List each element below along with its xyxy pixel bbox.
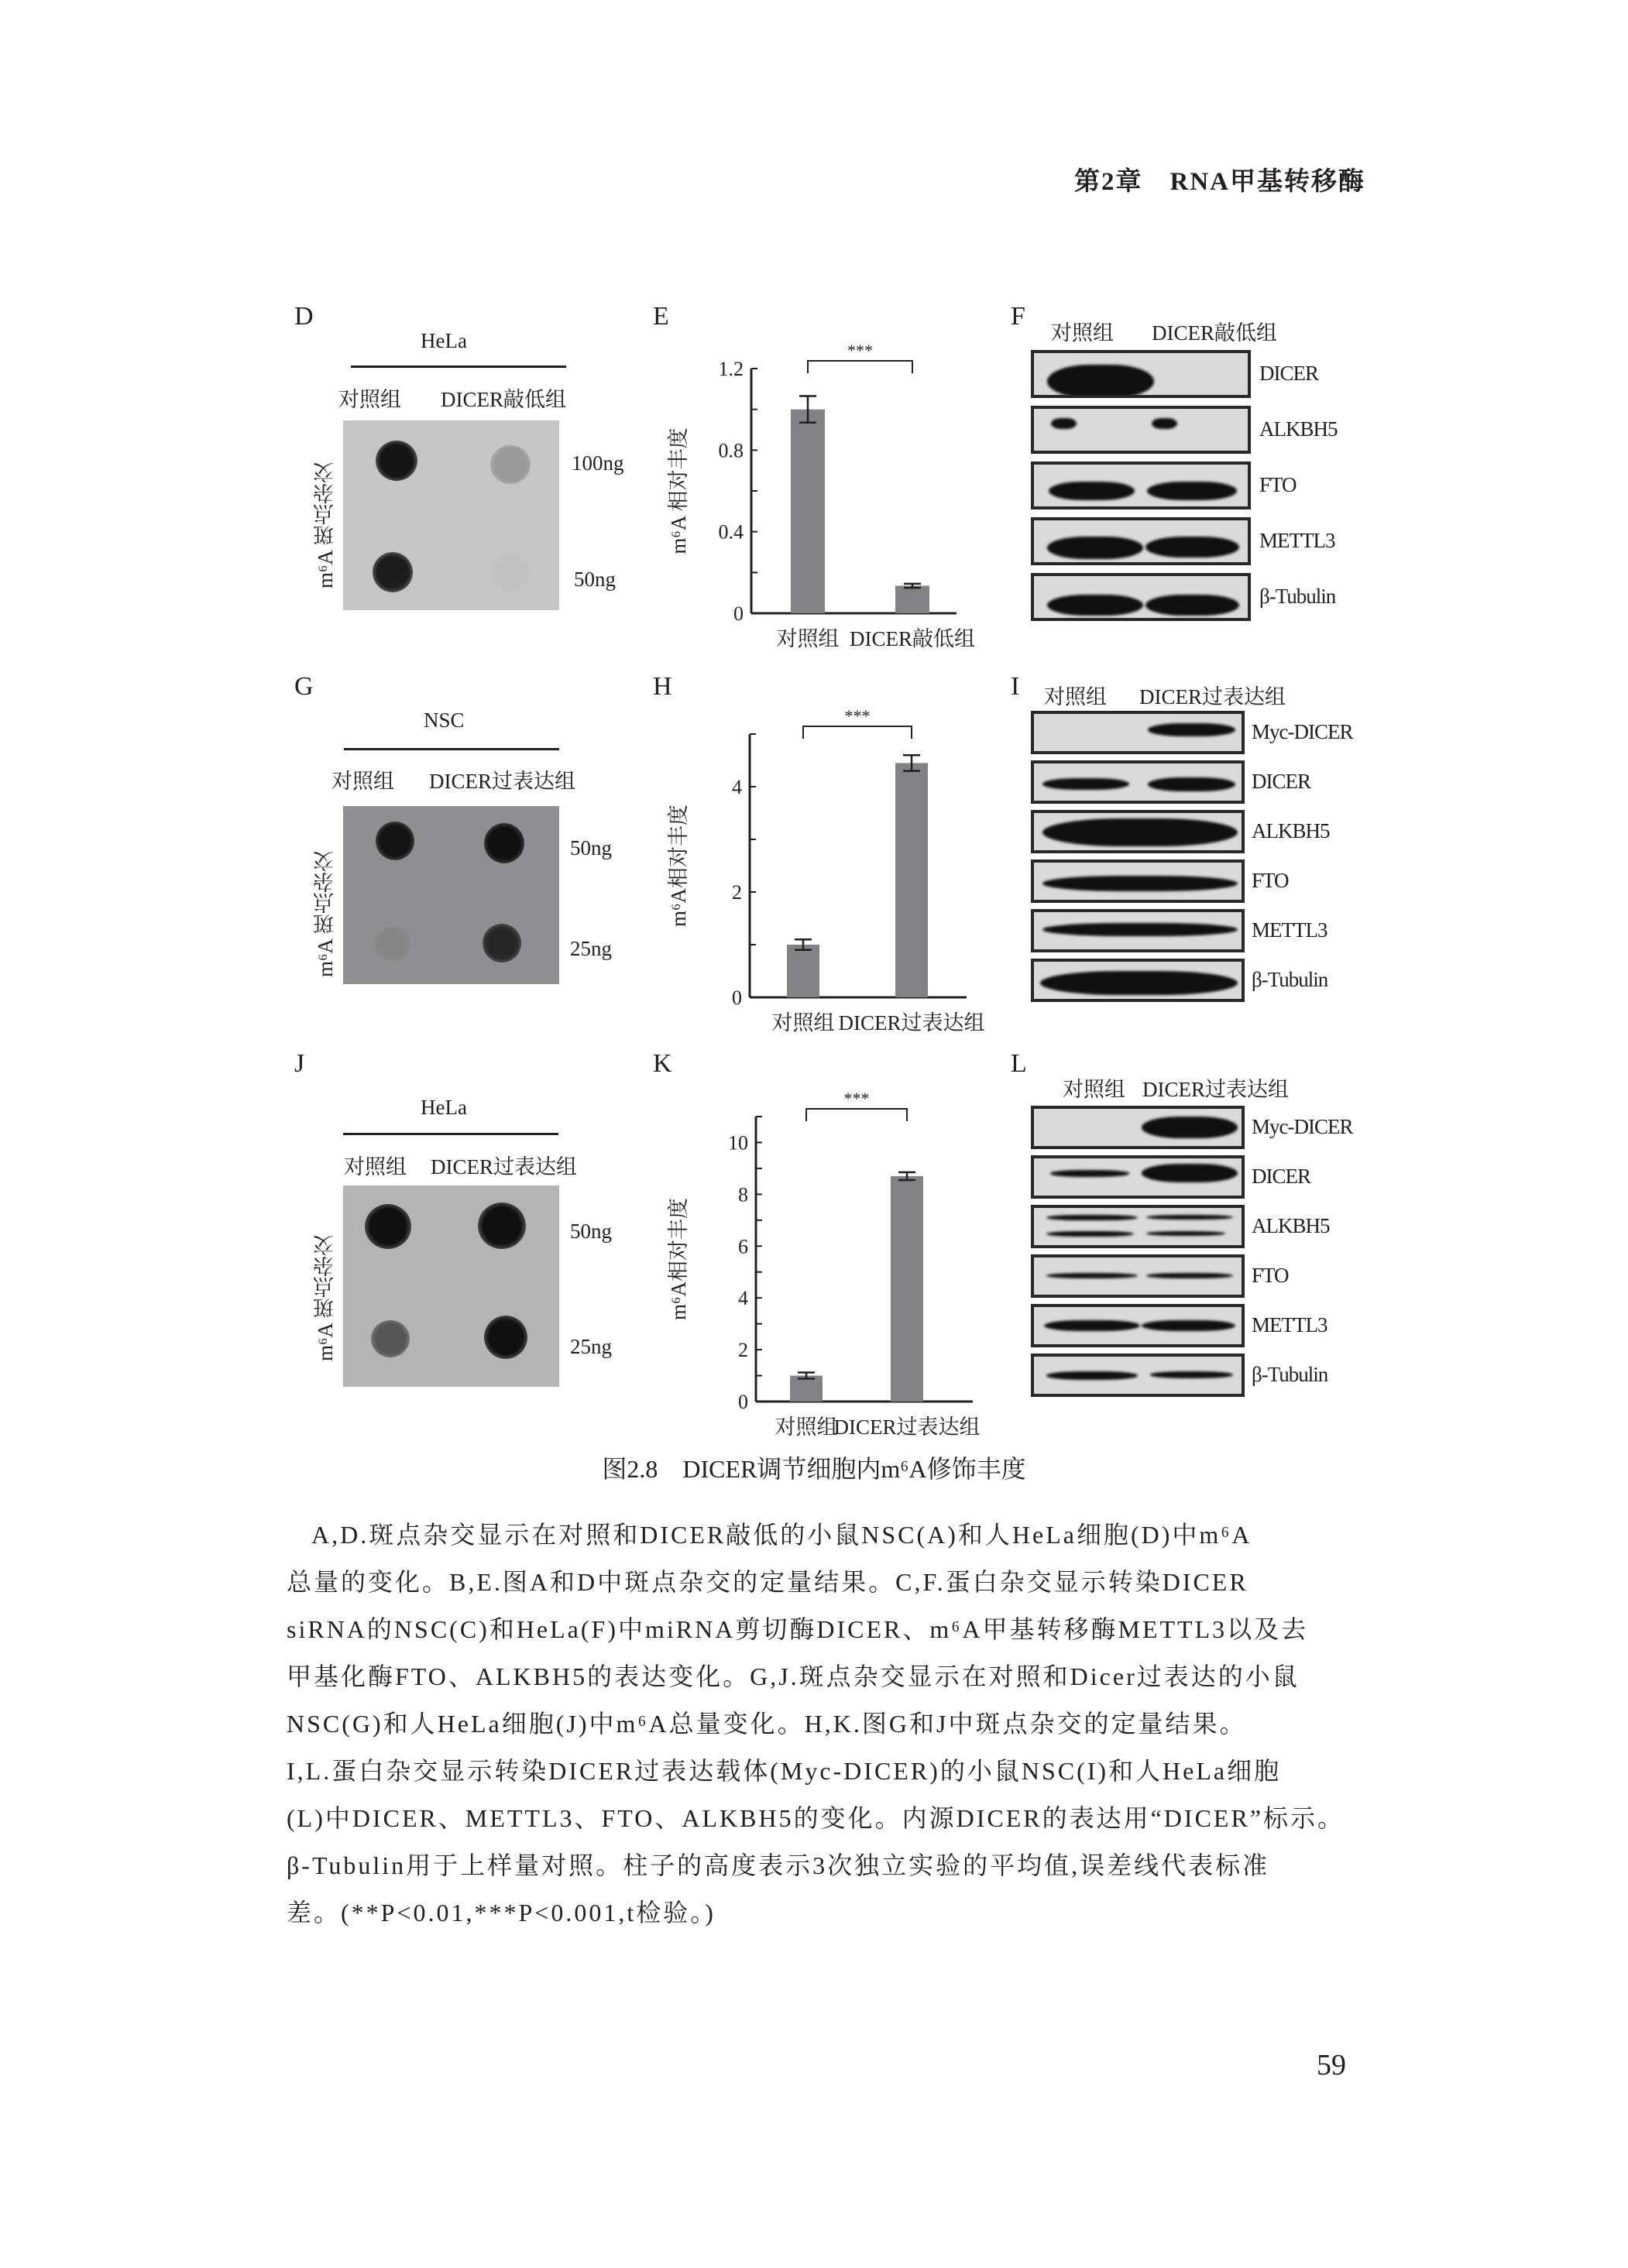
significance-bracket bbox=[806, 1109, 907, 1121]
legend-line: siRNA的NSC(C)和HeLa(F)中miRNA剪切酶DICER、m⁶A甲基转移酶METTL3以及去 bbox=[287, 1615, 1309, 1643]
protein-band bbox=[1046, 1371, 1138, 1380]
blot-strip bbox=[1031, 406, 1251, 454]
blot-strip bbox=[1031, 959, 1245, 1002]
protein-band bbox=[1047, 537, 1143, 560]
blot-strip bbox=[1031, 1106, 1245, 1149]
blot-strip bbox=[1031, 860, 1245, 903]
x-tick-label: DICER敲低组 bbox=[850, 627, 975, 650]
panel-letter-f: F bbox=[1011, 302, 1025, 331]
y-tick-label: 0 bbox=[733, 602, 744, 625]
blot-strip bbox=[1031, 909, 1245, 952]
blot-row-label: Myc-DICER bbox=[1252, 720, 1353, 743]
dot-spot bbox=[376, 441, 417, 481]
y-tick-label: 2 bbox=[732, 881, 742, 904]
dot-spot bbox=[484, 1316, 527, 1359]
blot-strip bbox=[1031, 1354, 1245, 1397]
protein-band bbox=[1049, 482, 1134, 500]
group-label-knockdown: DICER敲低组 bbox=[441, 388, 566, 411]
x-tick-label: DICER过表达组 bbox=[833, 1415, 981, 1439]
protein-band bbox=[1042, 876, 1238, 891]
protein-band bbox=[1142, 1320, 1235, 1331]
dot-spot bbox=[478, 1203, 526, 1249]
amount-label: 50ng bbox=[570, 836, 612, 860]
y-tick-label: 0.4 bbox=[718, 520, 744, 544]
bar bbox=[791, 410, 825, 613]
y-tick-label: 8 bbox=[738, 1183, 748, 1206]
protein-band bbox=[1148, 723, 1235, 736]
panel-letter-h: H bbox=[653, 672, 672, 701]
protein-band bbox=[1148, 777, 1235, 791]
panel-letter-k: K bbox=[653, 1049, 672, 1078]
blot-row-label: DICER bbox=[1252, 770, 1310, 793]
group-label-overexpression: DICER过表达组 bbox=[431, 1155, 577, 1179]
panel-letter-g: G bbox=[294, 672, 314, 701]
amount-label: 50ng bbox=[570, 1220, 612, 1243]
blot-row-label: METTL3 bbox=[1252, 918, 1327, 942]
y-axis-label: m⁶A 相对丰度 bbox=[667, 427, 690, 554]
blot-row-label: ALKBH5 bbox=[1252, 1214, 1330, 1237]
cell-line-label: HeLa bbox=[421, 329, 467, 352]
blot-group-control: 对照组 bbox=[1051, 321, 1114, 345]
blot-row-label: FTO bbox=[1252, 869, 1289, 892]
group-bracket-line bbox=[343, 1133, 558, 1135]
protein-band bbox=[1046, 1231, 1134, 1237]
bar-chart-h bbox=[666, 689, 999, 1038]
blot-row-label: Myc-DICER bbox=[1252, 1115, 1353, 1138]
protein-band bbox=[1145, 537, 1239, 558]
dot-spot bbox=[483, 924, 521, 962]
x-tick-label: DICER过表达组 bbox=[838, 1011, 985, 1034]
dot-spot bbox=[374, 927, 411, 961]
protein-band bbox=[1047, 595, 1143, 616]
blot-group-control: 对照组 bbox=[1063, 1078, 1125, 1101]
panel-letter-e: E bbox=[653, 302, 669, 331]
protein-band bbox=[1051, 418, 1077, 429]
figure-legend bbox=[287, 1511, 1367, 1937]
y-axis-label: m⁶A相对丰度 bbox=[667, 805, 690, 927]
dot-spot bbox=[490, 554, 529, 592]
y-tick-label: 4 bbox=[732, 776, 742, 798]
legend-line: β-Tubulin用于上样量对照。柱子的高度表示3次独立实验的平均值,误差线代表标准 bbox=[287, 1851, 1270, 1879]
bar-chart-e bbox=[666, 325, 991, 666]
protein-band bbox=[1040, 971, 1238, 995]
y-tick-label: 6 bbox=[738, 1235, 748, 1258]
amount-label: 100ng bbox=[572, 451, 624, 475]
significance-bracket bbox=[808, 361, 912, 373]
blot-row-label: METTL3 bbox=[1252, 1313, 1327, 1336]
protein-band bbox=[1142, 1164, 1237, 1182]
blot-row-label: DICER bbox=[1252, 1165, 1310, 1188]
y-tick-label: 0 bbox=[738, 1391, 748, 1413]
amount-label: 25ng bbox=[570, 937, 612, 960]
group-label-control: 对照组 bbox=[344, 1155, 407, 1179]
protein-band bbox=[1146, 1215, 1234, 1220]
protein-band bbox=[1142, 1117, 1237, 1139]
protein-band bbox=[1044, 1320, 1139, 1331]
dot-spot bbox=[484, 823, 524, 863]
blot-group-knockdown: DICER敲低组 bbox=[1152, 321, 1277, 345]
figure-title: 图2.8 DICER调节细胞内m⁶A修饰丰度 bbox=[602, 1455, 1026, 1483]
blot-strip bbox=[1031, 517, 1251, 565]
x-tick-label: 对照组 bbox=[775, 1415, 838, 1439]
dot-blot-ylabel: m⁶A 斑点杂交 bbox=[314, 850, 337, 977]
protein-band bbox=[1046, 1215, 1138, 1221]
blot-row-label: FTO bbox=[1259, 473, 1297, 496]
blot-strip bbox=[1031, 1254, 1245, 1298]
significance-label: *** bbox=[844, 706, 871, 726]
running-header: 第2章 RNA甲基转移酶 bbox=[1074, 168, 1365, 196]
legend-line: NSC(G)和人HeLa细胞(J)中m⁶A总量变化。H,K.图G和J中斑点杂交的定量结果。 bbox=[287, 1710, 1247, 1738]
page-number: 59 bbox=[1317, 2049, 1346, 2081]
bar-chart-k bbox=[666, 1084, 999, 1448]
amount-label: 25ng bbox=[570, 1335, 612, 1358]
panel-letter-l: L bbox=[1011, 1049, 1027, 1078]
panel-letter-i: I bbox=[1011, 672, 1020, 701]
dot-blot-membrane bbox=[343, 420, 559, 610]
dot-spot bbox=[365, 1204, 411, 1249]
y-tick-label: 4 bbox=[738, 1287, 748, 1310]
significance-label: *** bbox=[847, 341, 873, 360]
protein-band bbox=[1152, 418, 1177, 429]
dot-spot bbox=[376, 822, 414, 860]
y-axis-label: m⁶A相对丰度 bbox=[667, 1198, 690, 1320]
legend-line: 差。(**P<0.01,***P<0.001,t检验。) bbox=[287, 1899, 716, 1927]
blot-strip bbox=[1031, 760, 1245, 804]
significance-bracket bbox=[803, 726, 912, 739]
blot-row-label: METTL3 bbox=[1259, 529, 1335, 552]
blot-group-overexpression: DICER过表达组 bbox=[1142, 1078, 1289, 1101]
group-label-overexpression: DICER过表达组 bbox=[429, 770, 575, 793]
amount-label: 50ng bbox=[574, 568, 616, 591]
bar bbox=[891, 1176, 923, 1402]
blot-row-label: β-Tubulin bbox=[1252, 1363, 1328, 1386]
protein-band bbox=[1042, 923, 1238, 936]
x-tick-label: 对照组 bbox=[776, 627, 840, 650]
blot-row-label: β-Tubulin bbox=[1252, 968, 1328, 991]
dot-spot bbox=[371, 1320, 410, 1357]
group-bracket-line bbox=[344, 748, 559, 750]
protein-band bbox=[1150, 1371, 1233, 1378]
group-label-control: 对照组 bbox=[331, 770, 394, 793]
protein-band bbox=[1146, 1231, 1225, 1236]
protein-band bbox=[1147, 482, 1237, 500]
protein-band bbox=[1047, 365, 1154, 398]
dot-blot-ylabel: m⁶A 斑点杂交 bbox=[314, 461, 337, 588]
y-tick-label: 10 bbox=[728, 1131, 748, 1155]
protein-band bbox=[1042, 778, 1130, 789]
y-tick-label: 1.2 bbox=[718, 358, 744, 380]
panel-letter-j: J bbox=[294, 1049, 305, 1078]
panel-letter-d: D bbox=[294, 302, 314, 331]
blot-row-label: FTO bbox=[1252, 1264, 1289, 1287]
legend-line: 甲基化酶FTO、ALKBH5的表达变化。G,J.斑点杂交显示在对照和Dicer过表达的小鼠 bbox=[287, 1662, 1300, 1690]
cell-line-label: HeLa bbox=[421, 1096, 467, 1119]
blot-row-label: ALKBH5 bbox=[1259, 417, 1338, 441]
y-tick-label: 2 bbox=[738, 1339, 748, 1362]
protein-band bbox=[1050, 1170, 1129, 1177]
bar bbox=[895, 763, 928, 997]
blot-group-overexpression: DICER过表达组 bbox=[1139, 685, 1286, 709]
protein-band bbox=[1046, 1273, 1138, 1278]
group-bracket-line bbox=[351, 365, 566, 368]
protein-band bbox=[1042, 818, 1238, 846]
blot-row-label: ALKBH5 bbox=[1252, 819, 1330, 842]
protein-band bbox=[1146, 1273, 1234, 1278]
blot-strip bbox=[1031, 711, 1245, 754]
blot-strip bbox=[1031, 1205, 1245, 1248]
blot-row-label: β-Tubulin bbox=[1259, 585, 1336, 608]
dot-blot-membrane bbox=[343, 806, 559, 984]
legend-line: (L)中DICER、METTL3、FTO、ALKBH5的变化。内源DICER的表达用“DICER”标示。 bbox=[287, 1804, 1345, 1832]
blot-row-label: DICER bbox=[1259, 362, 1318, 385]
y-tick-label: 0 bbox=[732, 986, 742, 1009]
dot-blot-ylabel: m⁶A 斑点杂交 bbox=[314, 1234, 337, 1361]
blot-strip bbox=[1031, 1155, 1245, 1199]
blot-strip bbox=[1031, 810, 1245, 853]
bar bbox=[787, 945, 819, 997]
blot-strip bbox=[1031, 350, 1251, 398]
blot-strip bbox=[1031, 1304, 1245, 1347]
group-label-control: 对照组 bbox=[338, 388, 401, 411]
legend-line: 总量的变化。B,E.图A和D中斑点杂交的定量结果。C,F.蛋白杂交显示转染DICER bbox=[287, 1568, 1248, 1596]
bar bbox=[895, 585, 929, 613]
dot-spot bbox=[490, 445, 531, 484]
dot-blot-membrane bbox=[343, 1185, 559, 1387]
x-tick-label: 对照组 bbox=[771, 1011, 835, 1034]
blot-group-control: 对照组 bbox=[1044, 685, 1107, 709]
significance-label: *** bbox=[843, 1089, 870, 1108]
protein-band bbox=[1145, 595, 1239, 616]
dot-spot bbox=[373, 552, 413, 592]
legend-line: I,L.蛋白杂交显示转染DICER过表达载体(Myc-DICER)的小鼠NSC(I)和人HeLa细胞 bbox=[287, 1757, 1282, 1785]
legend-line: A,D.斑点杂交显示在对照和DICER敲低的小鼠NSC(A)和人HeLa细胞(D)中m⁶A bbox=[311, 1521, 1252, 1549]
blot-strip bbox=[1031, 461, 1251, 510]
cell-line-label: NSC bbox=[424, 709, 465, 732]
blot-strip bbox=[1031, 573, 1251, 621]
y-tick-label: 0.8 bbox=[718, 439, 744, 462]
